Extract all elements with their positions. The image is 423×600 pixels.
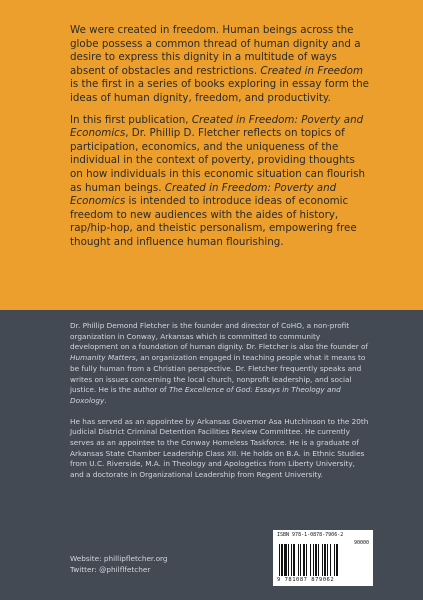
price-code: 90000 [353, 540, 369, 546]
twitter-handle: Twitter: @philflfetcher [70, 564, 151, 574]
synopsis-paragraph-2: In this first publication, Created in Freedom: Poverty and Economics, Dr. Phillip D. Fletcher reflects on topics of participation, economics, and the uniqueness of the individual in the context of poverty, providing thoughts on how individuals in this economic situation can flourish as human beings. Created in Freedom: Poverty and Economics is intended to introduce ideas of economic freedom to new audiences with the aides of history, rap/hip-hop, and theistic personalism, empowering free thought and influence human flourishing. [70, 113, 366, 248]
isbn-label: ISBN 978-1-0878-7906-2 [277, 532, 344, 538]
barcode-number: 9 781087 879062 [277, 577, 335, 583]
barcode-bars [279, 544, 367, 576]
contact-info [70, 554, 168, 575]
bio-paragraph-2: He has served as an appointee by Arkansas Governor Asa Hutchinson to the 20th Judicial District Criminal Detention Facilities Review Committee. He currently serves as an appointee to the Conway Homeless Taskforce. He is a graduate of Arkansas State Chamber Leadership Class XII. He holds on B.A. in Ethnic Studies from U.C. Riverside, M.A. in Theology and Apologetics from Liberty University, and a doctorate in Organizational Leadership from Regent University. [70, 416, 369, 480]
synopsis-paragraph-1: We were created in freedom. Human beings across the globe possess a common thread of human dignity and a desire to express this dignity in a multitude of ways absent of obstacles and restrictions. Created in Freedom is the first in a series of books exploring in essay form the ideas of human dignity, freedom, and productivity. [70, 24, 369, 104]
bio-paragraph-1: Dr. Phillip Demond Fletcher is the founder and director of CoHO, a non-profit organization in Conway, Arkansas which is committed to community development on a foundation of human dignity. Dr. Fletcher is also the founder of Humanity Matters, an organization engaged in teaching people what it means to be fully human from a Christian perspective. Dr. Fletcher frequently speaks and writes on issues concerning the local church, nonprofit leadership, and social justice. He is the author of The Excellence of God: Essays in Theology and Doxology. [70, 321, 369, 405]
isbn-barcode [273, 530, 373, 586]
website-text: Website: phillipfletcher.org [70, 554, 168, 563]
